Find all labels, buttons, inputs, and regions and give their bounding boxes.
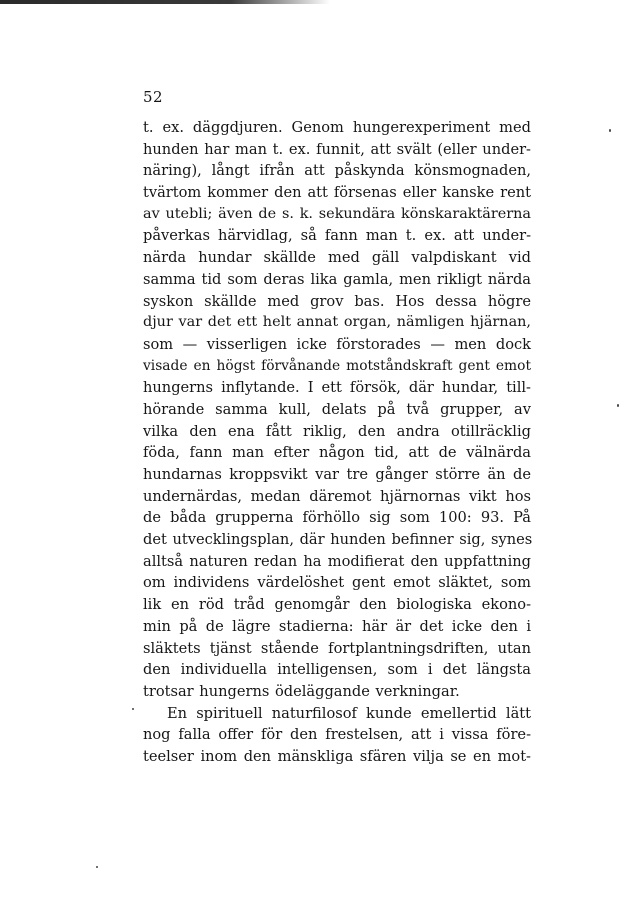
- text-line: undernärdas, medan däremot hjärnornas vikt hos: [143, 487, 531, 505]
- text-line: närda hundar skällde med gäll valpdiskant vid: [143, 249, 531, 267]
- text-line-paragraph-end: trotsar hungerns ödeläggande verkningar.: [143, 682, 460, 700]
- text-line: den individuella intelligensen, som i det längsta: [143, 661, 531, 679]
- top-edge-rule: [0, 0, 330, 4]
- text-line: påverkas härvidlag, så fann man t. ex. att under-: [143, 227, 531, 245]
- page-number: 52: [143, 88, 164, 106]
- text-line: som — visserligen icke förstorades — men dock: [143, 335, 531, 353]
- text-line: det utvecklingsplan, där hunden befinner sig, synes: [143, 531, 533, 549]
- text-line: alltså naturen redan ha modifierat den uppfattning: [143, 552, 531, 570]
- text-line: hungerns inflytande. I ett försök, där hundar, till-: [143, 379, 531, 397]
- text-line: föda, fann man efter någon tid, att de välnärda: [143, 444, 531, 462]
- text-line: om individens värdelöshet gent emot släktet, som: [143, 574, 531, 592]
- text-line: tvärtom kommer den att försenas eller kanske rent: [143, 184, 531, 202]
- text-line: samma tid som deras lika gamla, men rikligt närda: [143, 270, 531, 288]
- body-text: [143, 117, 531, 768]
- text-line: syskon skällde med grov bas. Hos dessa högre: [143, 292, 531, 310]
- text-line: vilka den ena fått riklig, den andra otillräcklig: [143, 422, 531, 440]
- text-line: av utebli; även de s. k. sekundära könskaraktärerna: [143, 205, 531, 222]
- text-line: släktets tjänst stående fortplantningsdriften, utan: [143, 639, 531, 657]
- text-line: hörande samma kull, delats på två grupper, av: [143, 400, 531, 418]
- text-line: djur var det ett helt annat organ, nämligen hjärnan,: [143, 314, 531, 331]
- text-line: nog falla offer för den frestelsen, att i vissa före-: [143, 726, 531, 744]
- paper-speck: [132, 708, 134, 710]
- text-line: näring), långt ifrån att påskynda könsmognaden,: [143, 162, 531, 180]
- text-line: lik en röd tråd genomgår den biologiska ekono-: [143, 596, 531, 614]
- paper-speck: [609, 129, 611, 132]
- text-line: min på de lägre stadierna: här är det icke den i: [143, 617, 531, 635]
- text-line: de båda grupperna förhöllo sig som 100: 93. På: [143, 509, 531, 527]
- paper-speck: [617, 404, 619, 407]
- text-line: t. ex. däggdjuren. Genom hungerexperiment med: [143, 119, 531, 136]
- paper-speck: [96, 866, 98, 868]
- text-line: hunden har man t. ex. funnit, att svält (eller under-: [143, 140, 531, 158]
- text-line: hundarnas kroppsvikt var tre gånger större än de: [143, 466, 531, 483]
- text-line: visade en högst förvånande motståndskraft gent emot: [143, 357, 531, 374]
- text-line: teelser inom den mänskliga sfären vilja se en mot-: [143, 747, 531, 765]
- text-line-paragraph-start: En spirituell naturfilosof kunde emellertid lätt: [167, 704, 531, 722]
